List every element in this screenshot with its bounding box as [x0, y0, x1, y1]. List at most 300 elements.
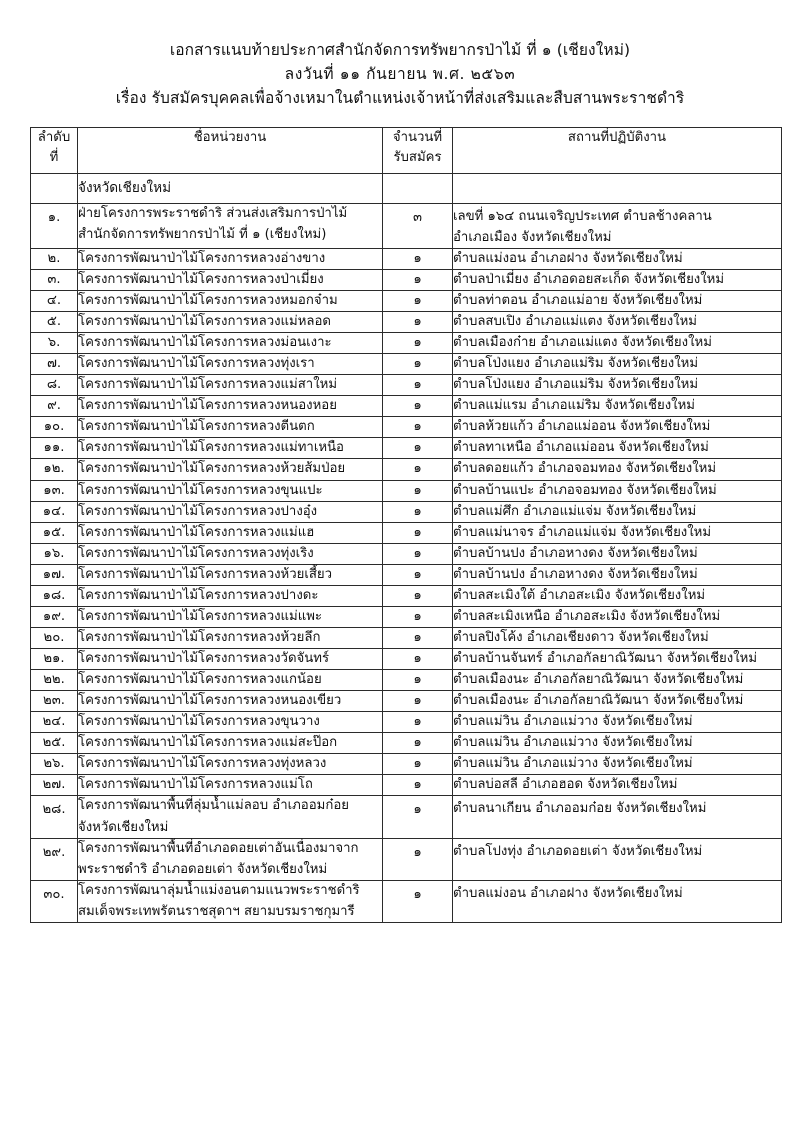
- row-work-location: [453, 880, 782, 922]
- table-row: [31, 396, 782, 417]
- row-work-location: [453, 585, 782, 606]
- row-work-location-line: ตำบลแม่งอน อำเภอฝาง จังหวัดเชียงใหม่: [453, 885, 683, 901]
- province-row-seq: [31, 174, 78, 204]
- row-vacancy-count: [383, 203, 453, 248]
- province-label: จังหวัดเชียงใหม่: [78, 180, 172, 197]
- row-vacancy-count-line: ๑: [413, 629, 422, 645]
- column-header-num-line1: จำนวนที่: [392, 130, 443, 146]
- row-work-location: [453, 203, 782, 248]
- row-sequence-number: [31, 754, 78, 775]
- row-sequence-number: [31, 691, 78, 712]
- row-vacancy-count-line: ๑: [413, 886, 422, 902]
- row-vacancy-count: [383, 670, 453, 691]
- row-work-location-line: ตำบลดอยแก้ว อำเภอจอมทอง จังหวัดเชียงใหม่: [453, 461, 717, 477]
- row-work-location-line: ตำบลปิงโค้ง อำเภอเชียงดาว จังหวัดเชียงใหม่: [453, 629, 709, 645]
- row-vacancy-count: [383, 354, 453, 375]
- row-agency-name-line: โครงการพัฒนาป่าไม้โครงการหลวงหนองหอย: [78, 398, 337, 414]
- row-vacancy-count: [383, 438, 453, 459]
- row-agency-name: [78, 269, 383, 290]
- column-header-loc-line1: สถานที่ปฏิบัติงาน: [567, 130, 667, 146]
- row-sequence-number-line: ๒๑.: [43, 651, 65, 667]
- column-header-seq-line1: ลำดับ: [37, 130, 71, 146]
- row-vacancy-count: [383, 480, 453, 501]
- row-work-location: [453, 691, 782, 712]
- row-agency-name-line: โครงการพัฒนาป่าไม้โครงการหลวงแกน้อย: [78, 672, 322, 688]
- row-sequence-number-line: ๖.: [47, 335, 61, 351]
- table-row: [31, 838, 782, 880]
- row-agency-name: [78, 248, 383, 269]
- table-row: [31, 564, 782, 585]
- row-agency-name-line: โครงการพัฒนาป่าไม้โครงการหลวงอ่างขาง: [78, 250, 326, 266]
- row-agency-name-line: โครงการพัฒนาป่าไม้โครงการหลวงห้วยลึก: [78, 629, 321, 645]
- row-vacancy-count-line: ๑: [413, 714, 422, 730]
- row-vacancy-count-line: ๑: [413, 398, 422, 414]
- row-work-location-line: ตำบลบ้านปง อำเภอหางดง จังหวัดเชียงใหม่: [453, 545, 698, 561]
- row-agency-name: [78, 480, 383, 501]
- row-work-location: [453, 333, 782, 354]
- province-row-num: [383, 174, 453, 204]
- row-sequence-number: [31, 838, 78, 880]
- row-sequence-number: [31, 585, 78, 606]
- row-agency-name: [78, 354, 383, 375]
- table-head: [31, 128, 782, 174]
- row-agency-name-line: โครงการพัฒนาป่าไม้โครงการหลวงขุนแปะ: [78, 482, 323, 498]
- row-agency-name-line: โครงการพัฒนาป่าไม้โครงการหลวงปางดะ: [78, 587, 319, 603]
- row-vacancy-count-line: ๑: [413, 250, 422, 266]
- row-sequence-number-line: ๒๕.: [42, 735, 66, 751]
- row-agency-name: [78, 627, 383, 648]
- row-sequence-number: [31, 522, 78, 543]
- row-work-location-line: ตำบลแม่วิน อำเภอแม่วาง จังหวัดเชียงใหม่: [453, 756, 693, 772]
- row-vacancy-count-line: ๑: [413, 844, 422, 860]
- row-sequence-number: [31, 354, 78, 375]
- table-row: [31, 543, 782, 564]
- table-row: [31, 290, 782, 311]
- row-vacancy-count: [383, 459, 453, 480]
- row-sequence-number-line: ๒๘.: [42, 802, 66, 818]
- row-sequence-number: [31, 733, 78, 754]
- row-vacancy-count-line: ๑: [413, 802, 422, 818]
- table-row: [31, 248, 782, 269]
- row-agency-name: [78, 564, 383, 585]
- row-sequence-number: [31, 564, 78, 585]
- row-sequence-number: [31, 203, 78, 248]
- table-row: [31, 880, 782, 922]
- row-work-location: [453, 627, 782, 648]
- row-vacancy-count: [383, 312, 453, 333]
- row-agency-name: [78, 775, 383, 796]
- positions-table: [30, 127, 782, 923]
- row-agency-name: [78, 670, 383, 691]
- table-row: [31, 375, 782, 396]
- row-sequence-number: [31, 880, 78, 922]
- row-agency-name-line: โครงการพัฒนาป่าไม้โครงการหลวงแม่หลอด: [78, 314, 331, 330]
- row-sequence-number-line: ๑๗.: [42, 566, 66, 582]
- table-row: [31, 203, 782, 248]
- row-vacancy-count-line: ๑: [413, 461, 422, 477]
- row-work-location-line: ตำบลนาเกียน อำเภออมก๋อย จังหวัดเชียงใหม่: [453, 801, 707, 817]
- table-row: [31, 333, 782, 354]
- row-sequence-number-line: ๒๐.: [43, 629, 65, 645]
- row-vacancy-count: [383, 838, 453, 880]
- row-work-location-line: ตำบลบ่อสลี อำเภอฮอด จังหวัดเชียงใหม่: [453, 777, 678, 793]
- row-sequence-number: [31, 796, 78, 838]
- table-row: [31, 754, 782, 775]
- column-header-seq: [31, 128, 78, 174]
- province-row-loc: [453, 174, 782, 204]
- row-sequence-number: [31, 459, 78, 480]
- row-vacancy-count: [383, 522, 453, 543]
- row-work-location-line: ตำบลเมืองก๋าย อำเภอแม่แตง จังหวัดเชียงใหม่: [453, 335, 712, 351]
- header-line-3: เรื่อง รับสมัครบุคคลเพื่อจ้างเหมาในตำแหน่งเจ้าหน้าที่ส่งเสริมและสืบสานพระราชดำริ: [115, 89, 685, 108]
- row-vacancy-count-line: ๑: [413, 693, 422, 709]
- row-agency-name: [78, 712, 383, 733]
- row-sequence-number-line: ๒.: [47, 250, 61, 266]
- row-agency-name: [78, 838, 383, 880]
- row-work-location: [453, 712, 782, 733]
- row-sequence-number: [31, 269, 78, 290]
- row-work-location: [453, 480, 782, 501]
- row-agency-name: [78, 501, 383, 522]
- table-row: [31, 501, 782, 522]
- row-work-location: [453, 459, 782, 480]
- row-work-location: [453, 501, 782, 522]
- table-row: [31, 480, 782, 501]
- row-agency-name-line: สมเด็จพระเทพรัตนราชสุดาฯ สยามบรมราชกุมารี: [78, 903, 355, 919]
- row-vacancy-count: [383, 396, 453, 417]
- row-agency-name-line: จังหวัดเชียงใหม่: [78, 819, 169, 835]
- row-work-location: [453, 606, 782, 627]
- header-line-1: เอกสารแนบท้ายประกาศสำนักจัดการทรัพยากรป่าไม้ ที่ ๑ (เชียงใหม่): [169, 41, 631, 59]
- row-agency-name: [78, 733, 383, 754]
- column-header-name-line1: ชื่อหน่วยงาน: [193, 130, 267, 146]
- row-agency-name-line: โครงการพัฒนาพื้นที่อำเภอดอยเต่าอันเนื่องมาจาก: [78, 840, 359, 856]
- row-sequence-number-line: ๔.: [46, 292, 62, 308]
- row-sequence-number: [31, 396, 78, 417]
- row-vacancy-count: [383, 564, 453, 585]
- row-work-location: [453, 649, 782, 670]
- row-sequence-number: [31, 627, 78, 648]
- row-sequence-number-line: ๑๓.: [43, 482, 65, 498]
- row-vacancy-count-line: ๑: [413, 377, 422, 393]
- row-work-location: [453, 564, 782, 585]
- row-work-location-line: ตำบลแม่แรม อำเภอแม่ริม จังหวัดเชียงใหม่: [453, 398, 695, 414]
- row-agency-name-line: โครงการพัฒนาลุ่มน้ำแม่งอนตามแนวพระราชดำริ: [78, 882, 360, 898]
- row-sequence-number: [31, 670, 78, 691]
- row-sequence-number: [31, 649, 78, 670]
- row-vacancy-count-line: ๑: [413, 672, 422, 688]
- row-agency-name: [78, 290, 383, 311]
- table-row: [31, 606, 782, 627]
- row-work-location: [453, 522, 782, 543]
- row-work-location-line: ตำบลสะเมิงใต้ อำเภอสะเมิง จังหวัดเชียงใหม่: [453, 587, 706, 603]
- row-vacancy-count: [383, 375, 453, 396]
- row-vacancy-count: [383, 649, 453, 670]
- row-agency-name: [78, 543, 383, 564]
- row-vacancy-count: [383, 754, 453, 775]
- row-sequence-number-line: ๑๔.: [42, 503, 66, 519]
- row-sequence-number-line: ๑๐.: [43, 419, 65, 435]
- row-agency-name-line: พระราชดำริ อำเภอดอยเต่า จังหวัดเชียงใหม่: [78, 861, 328, 877]
- row-vacancy-count-line: ๑: [413, 608, 422, 624]
- row-sequence-number-line: ๓๐.: [43, 886, 65, 902]
- row-vacancy-count-line: ๓: [412, 209, 422, 225]
- row-vacancy-count-line: ๑: [413, 356, 422, 372]
- row-work-location: [453, 543, 782, 564]
- row-work-location-line: ตำบลทาเหนือ อำเภอแม่ออน จังหวัดเชียงใหม่: [453, 440, 709, 456]
- row-vacancy-count: [383, 733, 453, 754]
- row-vacancy-count: [383, 543, 453, 564]
- row-vacancy-count: [383, 627, 453, 648]
- row-agency-name-line: โครงการพัฒนาป่าไม้โครงการหลวงม่อนเงาะ: [78, 335, 332, 351]
- row-agency-name: [78, 375, 383, 396]
- row-vacancy-count-line: ๑: [413, 314, 422, 330]
- document-header: [0, 0, 800, 110]
- row-vacancy-count-line: ๑: [413, 651, 422, 667]
- row-vacancy-count-line: ๑: [413, 482, 422, 498]
- row-vacancy-count-line: ๑: [413, 271, 422, 287]
- row-agency-name-line: โครงการพัฒนาป่าไม้โครงการหลวงทุ่งเริง: [78, 545, 314, 561]
- row-work-location-line: ตำบลบ้านจันทร์ อำเภอกัลยาณิวัฒนา จังหวัดเชียงใหม่: [453, 651, 758, 667]
- table-header-row: [31, 128, 782, 174]
- row-agency-name-line: โครงการพัฒนาป่าไม้โครงการหลวงแม่แฮ: [78, 524, 315, 540]
- row-vacancy-count-line: ๑: [413, 524, 422, 540]
- row-work-location-line: ตำบลบ้านปง อำเภอหางดง จังหวัดเชียงใหม่: [453, 566, 698, 582]
- row-sequence-number-line: ๒๓.: [43, 693, 65, 709]
- row-agency-name-line: โครงการพัฒนาป่าไม้โครงการหลวงป่าเมี่ยง: [78, 271, 324, 287]
- table-row: [31, 459, 782, 480]
- row-vacancy-count-line: ๑: [413, 419, 422, 435]
- row-vacancy-count-line: ๑: [413, 292, 422, 308]
- row-agency-name: [78, 396, 383, 417]
- row-agency-name: [78, 606, 383, 627]
- row-agency-name-line: โครงการพัฒนาป่าไม้โครงการหลวงทุ่งเรา: [78, 356, 315, 372]
- row-agency-name: [78, 649, 383, 670]
- row-sequence-number: [31, 312, 78, 333]
- row-work-location-line: ตำบลแม่งอน อำเภอฝาง จังหวัดเชียงใหม่: [453, 250, 683, 266]
- row-sequence-number: [31, 438, 78, 459]
- row-agency-name: [78, 417, 383, 438]
- row-sequence-number-line: ๑.: [47, 209, 61, 225]
- row-agency-name-line: โครงการพัฒนาป่าไม้โครงการหลวงแม่สาใหม่: [78, 377, 338, 393]
- row-work-location-line: ตำบลบ้านแปะ อำเภอจอมทอง จังหวัดเชียงใหม่: [453, 482, 717, 498]
- row-sequence-number-line: ๙.: [47, 398, 61, 414]
- row-vacancy-count: [383, 501, 453, 522]
- table-row: [31, 627, 782, 648]
- table-row: [31, 775, 782, 796]
- row-work-location-line: ตำบลโป่งแยง อำเภอแม่ริม จังหวัดเชียงใหม่: [453, 356, 699, 372]
- row-agency-name-line: โครงการพัฒนาป่าไม้โครงการหลวงแม่ทาเหนือ: [78, 440, 344, 456]
- row-work-location-line: ตำบลแม่นาจร อำเภอแม่แจ่ม จังหวัดเชียงใหม่: [453, 524, 712, 540]
- row-sequence-number-line: ๑๖.: [43, 545, 65, 561]
- row-work-location: [453, 775, 782, 796]
- row-sequence-number-line: ๕.: [46, 314, 62, 330]
- row-sequence-number-line: ๑๑.: [43, 440, 65, 456]
- row-vacancy-count-line: ๑: [413, 566, 422, 582]
- row-sequence-number: [31, 290, 78, 311]
- table-row: [31, 670, 782, 691]
- column-header-num-line2: รับสมัคร: [393, 150, 442, 166]
- row-work-location-line: ตำบลท่าตอน อำเภอแม่อาย จังหวัดเชียงใหม่: [453, 292, 703, 308]
- row-work-location: [453, 248, 782, 269]
- row-agency-name-line: โครงการพัฒนาป่าไม้โครงการหลวงปางอุ๋ง: [78, 503, 318, 519]
- row-vacancy-count: [383, 269, 453, 290]
- row-vacancy-count: [383, 796, 453, 838]
- row-work-location-line: ตำบลสะเมิงเหนือ อำเภอสะเมิง จังหวัดเชียงใหม่: [453, 608, 721, 624]
- row-work-location: [453, 670, 782, 691]
- row-agency-name-line: สำนักจัดการทรัพยากรป่าไม้ ที่ ๑ (เชียงใหม่): [78, 226, 327, 242]
- row-vacancy-count: [383, 606, 453, 627]
- row-vacancy-count-line: ๑: [413, 756, 422, 772]
- row-vacancy-count-line: ๑: [413, 440, 422, 456]
- column-header-num: [383, 128, 453, 174]
- row-sequence-number: [31, 417, 78, 438]
- table-row: [31, 354, 782, 375]
- row-vacancy-count: [383, 691, 453, 712]
- row-agency-name-line: โครงการพัฒนาป่าไม้โครงการหลวงขุนวาง: [78, 714, 320, 730]
- row-work-location-line: ตำบลแม่วิน อำเภอแม่วาง จังหวัดเชียงใหม่: [453, 735, 693, 751]
- row-sequence-number: [31, 501, 78, 522]
- row-work-location-line: ตำบลเมืองนะ อำเภอกัลยาณิวัฒนา จังหวัดเชียงใหม่: [453, 693, 744, 709]
- row-agency-name-line: โครงการพัฒนาป่าไม้โครงการหลวงแม่โถ: [78, 777, 313, 793]
- row-work-location-line: ตำบลป่าเมี่ยง อำเภอดอยสะเก็ด จังหวัดเชียงใหม่: [453, 271, 725, 287]
- row-work-location-line: ตำบลโปงทุ่ง อำเภอดอยเต่า จังหวัดเชียงใหม่: [453, 843, 703, 859]
- row-work-location: [453, 396, 782, 417]
- column-header-name: [78, 128, 383, 174]
- row-work-location-line: ตำบลสบเปิง อำเภอแม่แตง จังหวัดเชียงใหม่: [453, 314, 697, 330]
- row-agency-name: [78, 312, 383, 333]
- row-work-location: [453, 438, 782, 459]
- row-sequence-number-line: ๒๙.: [42, 844, 66, 860]
- row-sequence-number: [31, 543, 78, 564]
- province-name: [78, 174, 383, 204]
- row-sequence-number-line: ๓.: [47, 271, 61, 287]
- row-sequence-number-line: ๘.: [46, 377, 62, 393]
- row-work-location: [453, 796, 782, 838]
- row-work-location: [453, 354, 782, 375]
- row-work-location-line: ตำบลโป่งแยง อำเภอแม่ริม จังหวัดเชียงใหม่: [453, 377, 699, 393]
- row-work-location-line: เลขที่ ๑๖๔ ถนนเจริญประเทศ ตำบลช้างคลาน: [453, 208, 712, 224]
- row-agency-name: [78, 754, 383, 775]
- table-row: [31, 796, 782, 838]
- row-agency-name-line: โครงการพัฒนาป่าไม้โครงการหลวงห้วยเสี้ยว: [78, 566, 333, 582]
- row-agency-name-line: โครงการพัฒนาป่าไม้โครงการหลวงแม่แพะ: [78, 608, 323, 624]
- row-agency-name-line: โครงการพัฒนาป่าไม้โครงการหลวงตีนตก: [78, 419, 315, 435]
- row-sequence-number: [31, 248, 78, 269]
- table-row: [31, 649, 782, 670]
- table-row: [31, 417, 782, 438]
- table-row: [31, 438, 782, 459]
- row-vacancy-count-line: ๑: [413, 587, 422, 603]
- row-agency-name: [78, 691, 383, 712]
- table-row: [31, 733, 782, 754]
- row-sequence-number-line: ๗.: [46, 356, 62, 372]
- row-vacancy-count: [383, 712, 453, 733]
- row-sequence-number: [31, 775, 78, 796]
- row-work-location-line: อำเภอเมือง จังหวัดเชียงใหม่: [453, 229, 612, 245]
- row-agency-name: [78, 333, 383, 354]
- row-work-location: [453, 754, 782, 775]
- row-agency-name-line: โครงการพัฒนาป่าไม้โครงการหลวงวัดจันทร์: [78, 651, 330, 667]
- column-header-seq-line2: ที่: [49, 150, 59, 166]
- row-work-location: [453, 733, 782, 754]
- row-vacancy-count-line: ๑: [413, 777, 422, 793]
- row-agency-name: [78, 203, 383, 248]
- table-row: [31, 691, 782, 712]
- table-row: [31, 712, 782, 733]
- row-agency-name: [78, 522, 383, 543]
- table-row: [31, 312, 782, 333]
- row-vacancy-count-line: ๑: [413, 545, 422, 561]
- row-sequence-number-line: ๒๒.: [43, 672, 65, 688]
- table-row: [31, 585, 782, 606]
- row-vacancy-count: [383, 775, 453, 796]
- row-agency-name: [78, 880, 383, 922]
- row-work-location-line: ตำบลเมืองนะ อำเภอกัลยาณิวัฒนา จังหวัดเชียงใหม่: [453, 672, 744, 688]
- row-work-location-line: ตำบลห้วยแก้ว อำเภอแม่ออน จังหวัดเชียงใหม่: [453, 419, 711, 435]
- row-agency-name: [78, 585, 383, 606]
- row-vacancy-count: [383, 248, 453, 269]
- header-line-2: ลงวันที่ ๑๑ กันยายน พ.ศ. ๒๕๖๓: [284, 65, 516, 84]
- column-header-loc: [453, 128, 782, 174]
- row-sequence-number: [31, 712, 78, 733]
- row-agency-name: [78, 438, 383, 459]
- row-vacancy-count: [383, 290, 453, 311]
- row-work-location-line: ตำบลแม่ศึก อำเภอแม่แจ่ม จังหวัดเชียงใหม่: [453, 503, 697, 519]
- row-work-location: [453, 375, 782, 396]
- row-agency-name-line: โครงการพัฒนาป่าไม้โครงการหลวงแม่สะป๊อก: [78, 735, 338, 751]
- row-agency-name-line: โครงการพัฒนาป่าไม้โครงการหลวงทุ่งหลวง: [78, 756, 327, 772]
- row-sequence-number-line: ๒๖.: [43, 756, 65, 772]
- row-vacancy-count: [383, 333, 453, 354]
- row-agency-name-line: โครงการพัฒนาพื้นที่ลุ่มน้ำแม่ลอบ อำเภออมก๋อย: [78, 798, 349, 814]
- row-sequence-number-line: ๑๙.: [42, 608, 66, 624]
- row-vacancy-count: [383, 417, 453, 438]
- row-agency-name: [78, 459, 383, 480]
- row-vacancy-count: [383, 585, 453, 606]
- row-work-location: [453, 290, 782, 311]
- row-work-location: [453, 838, 782, 880]
- row-sequence-number-line: ๑๒.: [43, 461, 65, 477]
- row-work-location: [453, 312, 782, 333]
- province-header-row: [31, 174, 782, 204]
- row-sequence-number-line: ๑๘.: [42, 587, 66, 603]
- table-row: [31, 269, 782, 290]
- row-sequence-number: [31, 606, 78, 627]
- row-work-location-line: ตำบลแม่วิน อำเภอแม่วาง จังหวัดเชียงใหม่: [453, 714, 693, 730]
- row-sequence-number: [31, 333, 78, 354]
- row-sequence-number: [31, 480, 78, 501]
- row-agency-name-line: ฝ่ายโครงการพระราชดำริ ส่วนส่งเสริมการป่าไม้: [78, 205, 348, 221]
- table-body: [31, 174, 782, 923]
- row-sequence-number-line: ๒๗.: [42, 777, 66, 793]
- row-sequence-number-line: ๒๔.: [42, 714, 66, 730]
- table-container: [30, 127, 781, 923]
- row-work-location: [453, 269, 782, 290]
- row-agency-name-line: โครงการพัฒนาป่าไม้โครงการหลวงห้วยส้มป่อย: [78, 461, 346, 477]
- row-vacancy-count: [383, 880, 453, 922]
- row-work-location: [453, 417, 782, 438]
- row-sequence-number-line: ๑๕.: [42, 524, 66, 540]
- row-sequence-number: [31, 375, 78, 396]
- row-agency-name: [78, 796, 383, 838]
- row-vacancy-count-line: ๑: [413, 335, 422, 351]
- row-agency-name-line: โครงการพัฒนาป่าไม้โครงการหลวงหมอกจ๋าม: [78, 292, 338, 308]
- table-row: [31, 522, 782, 543]
- row-vacancy-count-line: ๑: [413, 503, 422, 519]
- row-vacancy-count-line: ๑: [413, 735, 422, 751]
- row-agency-name-line: โครงการพัฒนาป่าไม้โครงการหลวงหนองเขียว: [78, 693, 342, 709]
